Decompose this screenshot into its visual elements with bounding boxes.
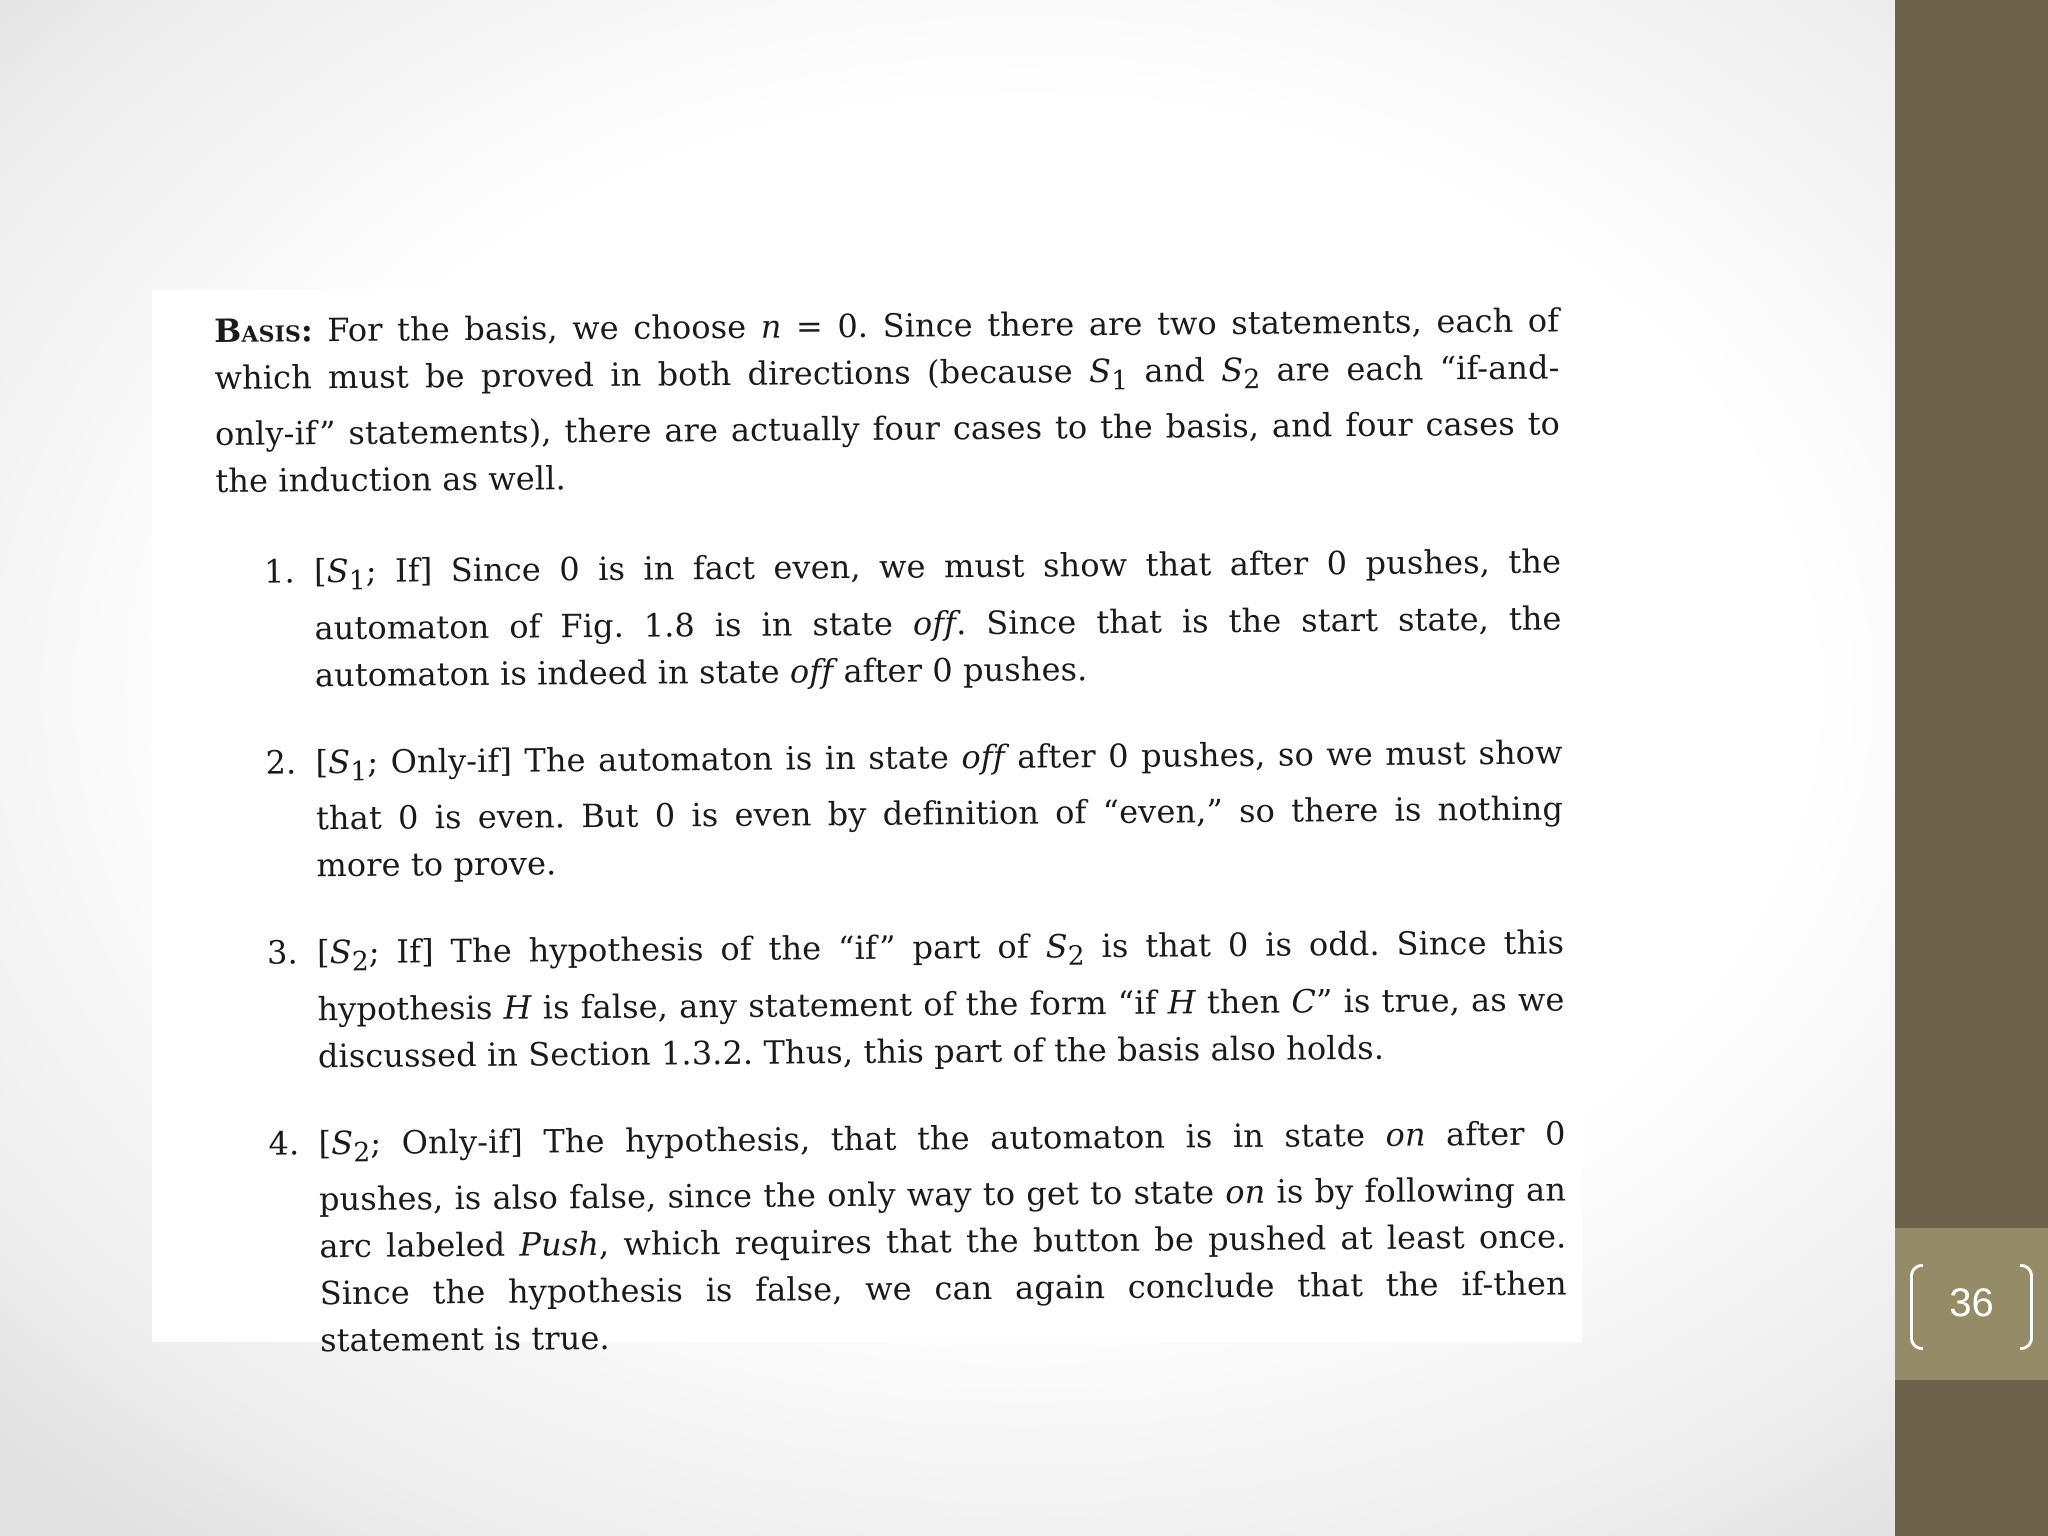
- case-text: . Since that is the start state, the automaton is indeed in state: [314, 599, 1562, 694]
- case-item-1: [216, 539, 1562, 700]
- scanned-textbook-excerpt: [152, 290, 1582, 1360]
- math-subscript: 1: [348, 565, 366, 597]
- case-number: 1.: [263, 552, 295, 592]
- math-n: n: [760, 307, 782, 346]
- case-text: then: [1195, 982, 1292, 1021]
- basis-text: = 0. Since there are two statements, each of which must be proved in both directions (because: [214, 301, 1560, 397]
- basis-text: For the basis, we choose: [312, 307, 761, 350]
- math-s1: S: [1088, 351, 1112, 391]
- case-number: 4.: [268, 1123, 300, 1163]
- case-tag: ; If]: [365, 551, 433, 591]
- case-item-3: [219, 920, 1565, 1081]
- basis-label: Basis:: [214, 311, 313, 350]
- case-italic: H: [503, 988, 532, 1027]
- case-tag-bracket: [: [315, 742, 329, 781]
- case-italic: H: [1167, 982, 1196, 1022]
- math-subscript: 2: [353, 1136, 371, 1168]
- case-text: Since 0 is in fact even, we must show that after 0 pushes, the automaton of Fig. 1.8 is in state: [314, 542, 1562, 648]
- case-text: The hypothesis, that the automaton is in state: [522, 1115, 1386, 1161]
- case-italic: C: [1291, 981, 1317, 1021]
- case-tag-bracket: [: [316, 933, 330, 972]
- math-s2: S: [1220, 350, 1244, 390]
- page-number-tab: [1895, 1228, 2048, 1380]
- math-subscript: 2: [351, 946, 369, 978]
- page-number: 36: [1949, 1281, 1994, 1325]
- case-tag: ; Only-if]: [370, 1122, 524, 1162]
- case-text: is false, any statement of the form “if: [531, 983, 1168, 1027]
- case-number: 3.: [266, 933, 298, 972]
- case-italic: on: [1385, 1115, 1426, 1154]
- math-s: S: [328, 742, 351, 781]
- case-italic: off: [961, 737, 1005, 776]
- case-italic: off: [912, 603, 957, 643]
- math-subscript: 2: [1067, 940, 1085, 972]
- case-number: 2.: [265, 743, 297, 782]
- case-text: ” is true, as we discussed in Section 1.3.2. Thus, this part of the basis also holds.: [317, 979, 1565, 1075]
- case-text: , which requires that the button be pushed at least once. Since the hypothesis is false, we can again conclude that the if-then statement is true.: [319, 1217, 1567, 1360]
- math-s: S: [326, 552, 349, 591]
- math-subscript: 1: [350, 755, 368, 788]
- case-text: after 0 pushes, is also false, since the only way to get to state: [318, 1113, 1566, 1219]
- case-italic: on: [1225, 1172, 1266, 1212]
- math-s: S: [1045, 927, 1068, 966]
- case-text: The automaton is in state: [511, 737, 962, 780]
- case-text: is that 0 is odd. Since this hypothesis: [317, 923, 1565, 1028]
- basis-cases-list: [216, 539, 1567, 1365]
- case-tag: ; Only-if]: [367, 741, 513, 781]
- excerpt-text: [214, 297, 1568, 1404]
- case-text: after 0 pushes, so we must show that 0 is even. But 0 is even by definition of “even,” so there is nothing more to prove.: [315, 733, 1564, 885]
- case-tag-bracket: [: [318, 1123, 332, 1162]
- case-tag: ; If]: [368, 932, 434, 971]
- case-text: The hypothesis of the “if” part of: [433, 927, 1046, 971]
- case-tag-bracket: [: [313, 552, 327, 591]
- basis-paragraph: [214, 297, 1561, 505]
- case-item-4: [220, 1110, 1567, 1365]
- right-bracket-icon: [2020, 1264, 2033, 1350]
- basis-text: are each “if-and-only-if” statements), there are actually four cases to the basis, and four cases to the induction as well.: [214, 348, 1561, 501]
- case-italic: Push: [519, 1224, 600, 1264]
- case-italic: off: [789, 651, 834, 691]
- case-text: is by following an arc labeled: [319, 1170, 1567, 1266]
- basis-text: and: [1127, 351, 1222, 390]
- math-s1-subscript: 1: [1111, 365, 1129, 397]
- case-item-2: [217, 729, 1563, 890]
- case-text: after 0 pushes.: [833, 649, 1088, 690]
- math-s: S: [331, 1123, 354, 1162]
- math-s2-subscript: 2: [1243, 364, 1261, 396]
- math-s: S: [329, 933, 352, 972]
